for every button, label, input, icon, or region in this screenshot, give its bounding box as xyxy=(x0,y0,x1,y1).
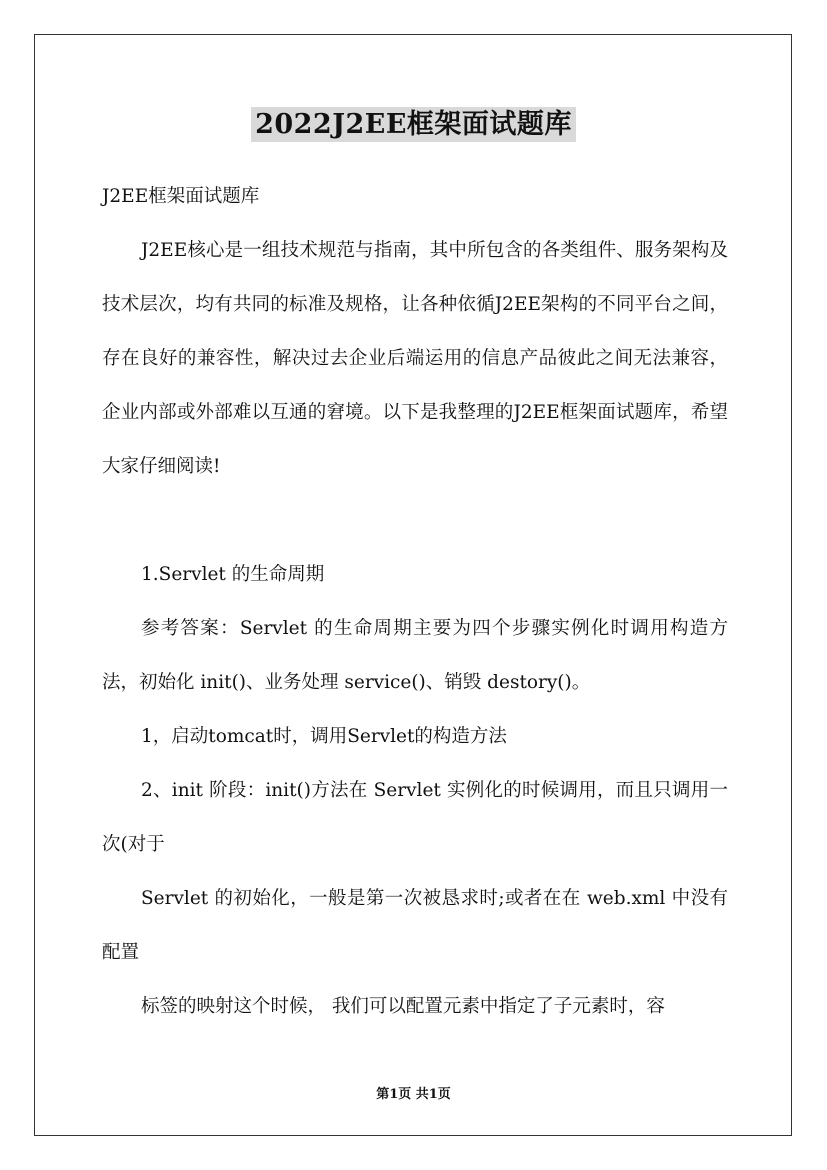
blank-line xyxy=(102,494,728,548)
document-title xyxy=(0,102,827,141)
document-title-text: 2022J2EE框架面试题库 xyxy=(251,107,576,142)
step-2-paragraph: 2、init 阶段：init()方法在 Servlet 实例化的时候调用，而且只调用一次(对于 xyxy=(102,780,728,855)
servlet-init-paragraph: Servlet 的初始化，一般是第一次被恳求时;或者在在 web.xml 中没有配置 xyxy=(102,888,728,963)
step-1-paragraph: 1，启动tomcat时，调用Servlet的构造方法 xyxy=(141,726,507,747)
page-number-footer: 第1页 共1页 xyxy=(376,1087,451,1102)
answer-paragraph: 参考答案：Servlet 的生命周期主要为四个步骤实例化时调用构造方法，初始化 init()、业务处理 service()、销毁 destory()。 xyxy=(102,618,728,693)
subtitle-paragraph: J2EE框架面试题库 xyxy=(102,186,260,207)
question-heading: 1.Servlet 的生命周期 xyxy=(141,564,325,585)
document-body xyxy=(102,170,728,1034)
intro-paragraph: J2EE核心是一组技术规范与指南，其中所包含的各类组件、服务架构及技术层次，均有共同的标准及规格，让各种依循J2EE架构的不同平台之间，存在良好的兼容性，解决过去企业后端运用的信息产品彼此之间无法兼容，企业内部或外部难以互通的窘境。以下是我整理的J2EE框架面试题库，希望大家仔细阅读! xyxy=(102,240,728,477)
mapping-paragraph: 标签的映射这个时候， 我们可以配置元素中指定了子元素时，容 xyxy=(141,996,665,1017)
